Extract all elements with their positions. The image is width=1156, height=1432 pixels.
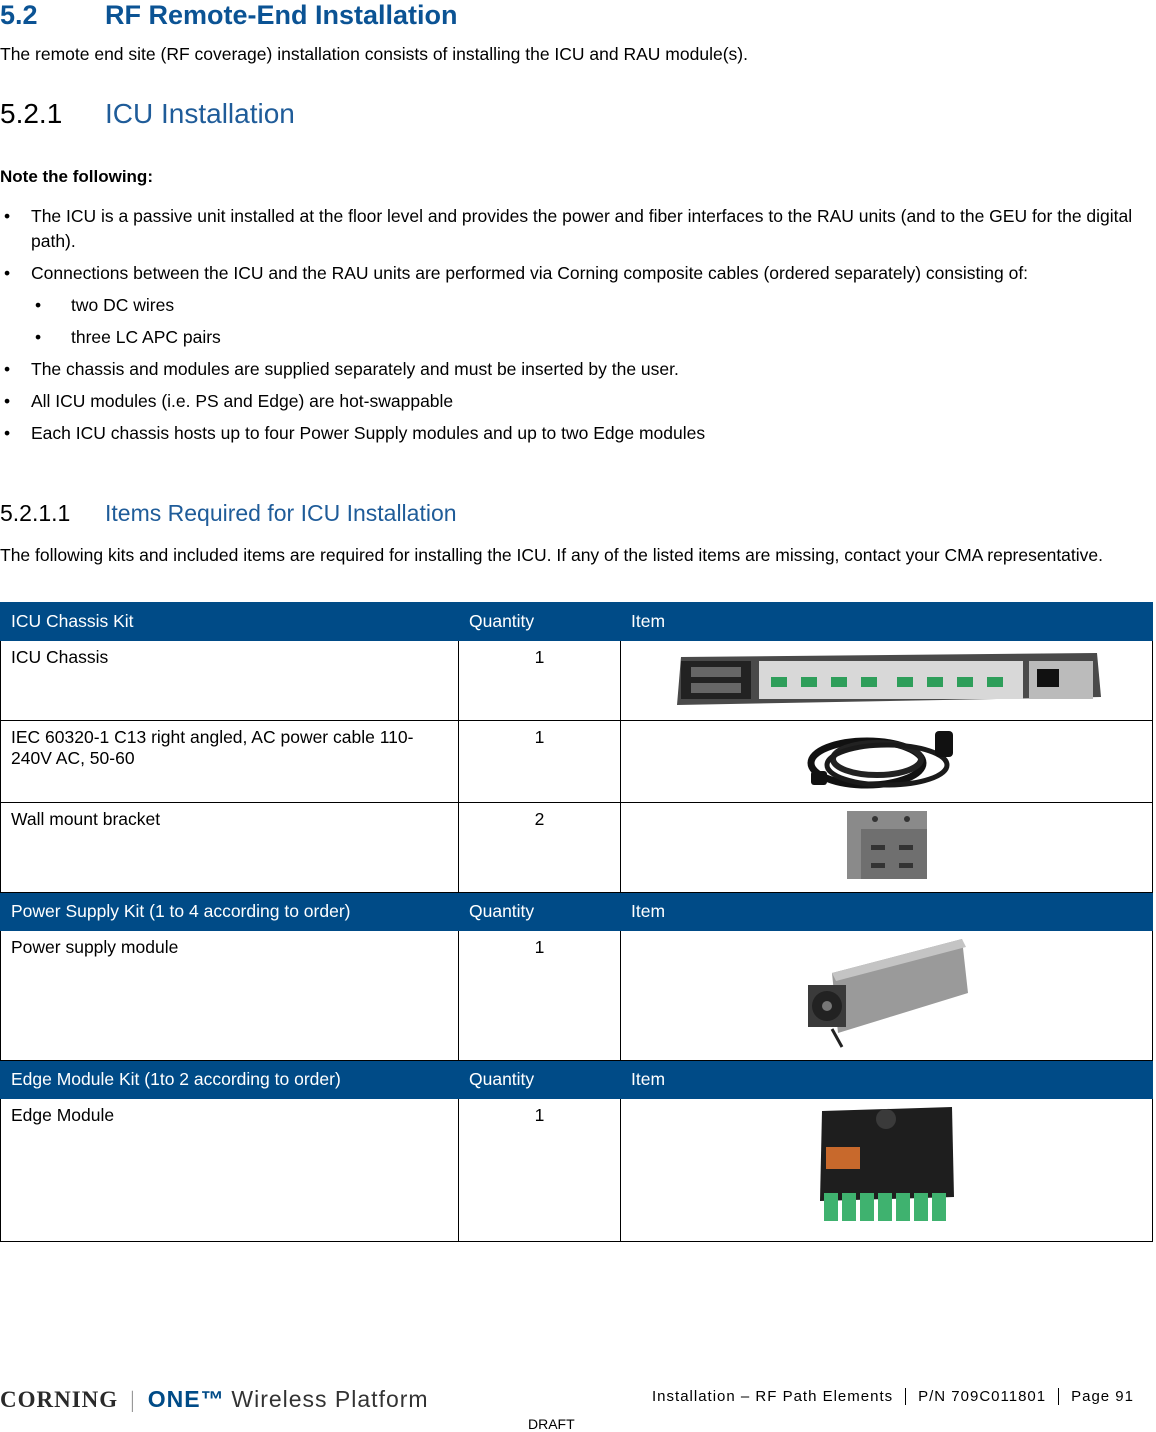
list-item: • All ICU modules (i.e. PS and Edge) are hot-swappable <box>4 391 454 411</box>
corning-logo: CORNING | ONE™ Wireless Platform <box>0 1386 429 1412</box>
note-list <box>0 204 1156 453</box>
table-header-row <box>1 603 1153 641</box>
list-item: • Connections between the ICU and the RAU units are performed via Corning composite cables (ordered separately) consisting of: • two DC wires • three LC APC pairs <box>0 261 1156 350</box>
column-header: Quantity <box>459 893 621 931</box>
item-quantity: 2 <box>459 803 621 893</box>
subsubsection-number: 5.2.1.1 <box>0 500 71 526</box>
sub-list-item: • two DC wires <box>35 295 175 315</box>
section-number: 5.2 <box>0 0 38 30</box>
column-header: Item <box>621 603 1153 641</box>
column-header: Item <box>621 893 1153 931</box>
table-row <box>1 641 1153 721</box>
item-name: ICU Chassis <box>1 641 459 721</box>
kit-table <box>0 602 1153 1242</box>
list-item: • Each ICU chassis hosts up to four Power Supply modules and up to two Edge modules <box>4 423 706 443</box>
icu-chassis-photo <box>621 641 1153 721</box>
bracket-photo <box>621 803 1153 893</box>
power-supply-photo <box>621 931 1153 1061</box>
subsection-number: 5.2.1 <box>0 98 63 129</box>
section-title: RF Remote-End Installation <box>105 0 458 30</box>
column-header: Item <box>621 1061 1153 1099</box>
table-header-row <box>1 1061 1153 1099</box>
item-name: Power supply module <box>1 931 459 1061</box>
item-quantity: 1 <box>459 1099 621 1242</box>
footer-meta <box>640 1388 1146 1405</box>
items-intro: The following kits and included items are required for installing the ICU. If any of the listed items are missing, contact your CMA representative. <box>0 545 1104 565</box>
column-header: Quantity <box>459 603 621 641</box>
subsection-heading <box>0 98 295 130</box>
subsubsection-title: Items Required for ICU Installation <box>105 500 457 526</box>
list-item: • The ICU is a passive unit installed at the floor level and provides the power and fiber interfaces to the RAU units (and to the GEU for the digital path). <box>4 206 1133 251</box>
page-footer <box>0 1382 1156 1422</box>
subsection-title: ICU Installation <box>105 98 295 129</box>
note-heading: Note the following: <box>0 167 153 186</box>
column-header: ICU Chassis Kit <box>1 603 459 641</box>
item-name: Wall mount bracket <box>1 803 459 893</box>
column-header: Quantity <box>459 1061 621 1099</box>
sub-list-item: • three LC APC pairs <box>35 327 221 347</box>
item-name: Edge Module <box>1 1099 459 1242</box>
power-cable-photo <box>621 721 1153 803</box>
sub-list <box>31 293 1156 350</box>
item-name: IEC 60320-1 C13 right angled, AC power cable 110-240V AC, 50-60 <box>1 721 459 803</box>
part-number: P/N 709C011801 <box>905 1388 1058 1405</box>
edge-module-photo <box>621 1099 1153 1242</box>
list-item: • The chassis and modules are supplied separately and must be inserted by the user. <box>4 359 679 379</box>
doc-section: Installation – RF Path Elements <box>652 1388 894 1405</box>
column-header: Edge Module Kit (1to 2 according to order) <box>1 1061 459 1099</box>
table-header-row <box>1 893 1153 931</box>
column-header: Power Supply Kit (1 to 4 according to order) <box>1 893 459 931</box>
draft-watermark: DRAFT <box>528 1416 575 1432</box>
item-quantity: 1 <box>459 721 621 803</box>
table-row <box>1 1099 1153 1242</box>
section-heading <box>0 0 458 31</box>
item-quantity: 1 <box>459 931 621 1061</box>
table-row <box>1 803 1153 893</box>
subsubsection-heading <box>0 500 457 527</box>
item-quantity: 1 <box>459 641 621 721</box>
page-number: Page 91 <box>1058 1388 1146 1405</box>
section-intro: The remote end site (RF coverage) installation consists of installing the ICU and RAU module(s). <box>0 44 748 64</box>
table-row <box>1 721 1153 803</box>
table-row <box>1 931 1153 1061</box>
